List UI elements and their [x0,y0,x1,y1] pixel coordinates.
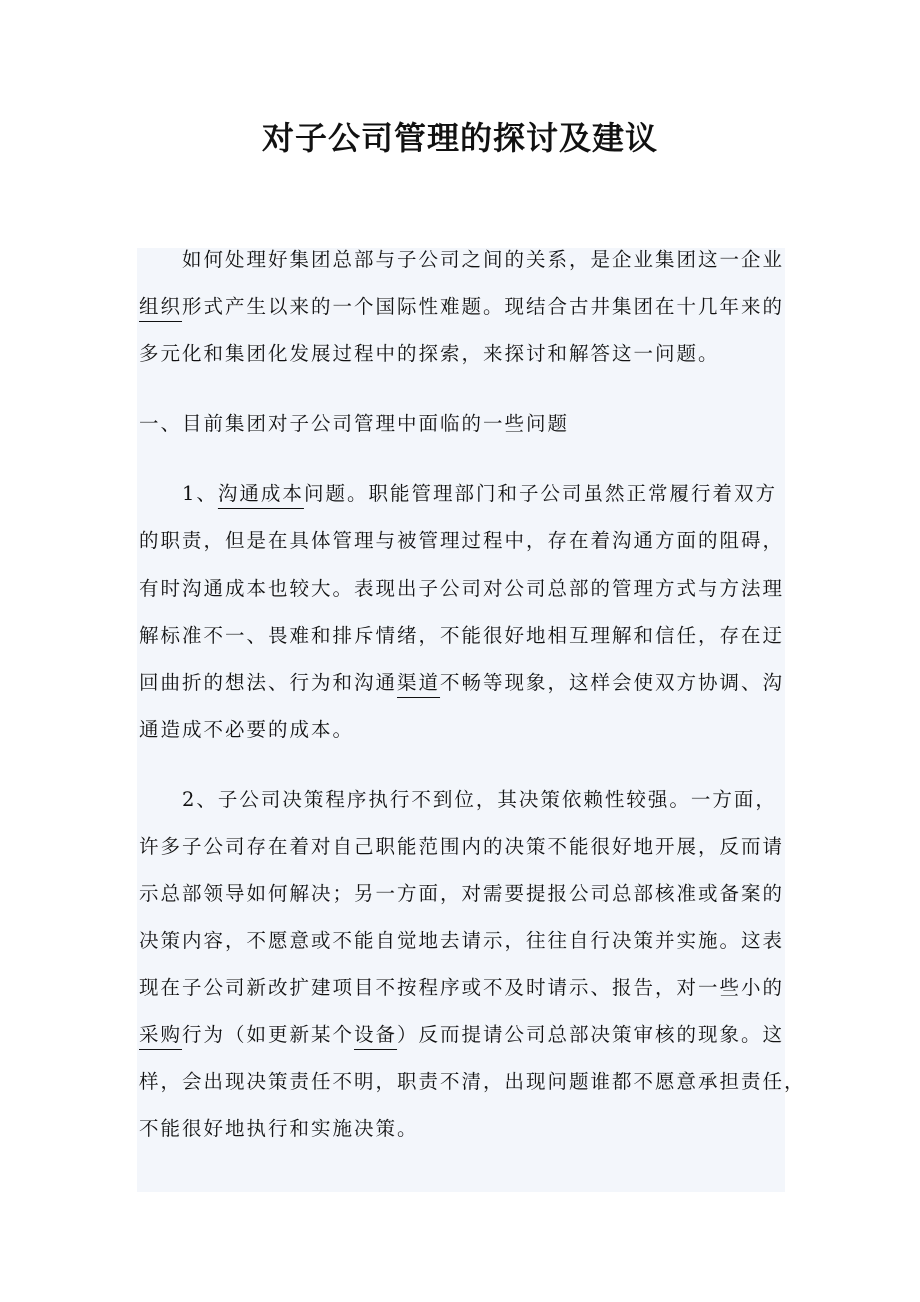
text-line [139,479,799,509]
section-heading [139,409,799,439]
text-segment: 样，会出现决策责任不明，职责不清，出现问题谁都不愿意承担责任， [139,1070,806,1093]
text-segment: 一、目前集团对子公司管理中面临的一些问题 [139,412,570,435]
text-segment: 许多子公司存在着对自己职能范围内的决策不能很好地开展，反而请 [139,835,785,858]
text-segment: 有时沟通成本也较大。表现出子公司对公司总部的管理方式与方法理 [139,577,785,600]
text-line [139,292,799,322]
underlined-term: 沟通成本 [217,482,304,505]
text-segment: 多元化和集团化发展过程中的探索，来探讨和解答这一问题。 [139,342,720,365]
text-line [139,1114,799,1144]
text-segment: 决策内容，不愿意或不能自觉地去请示，往往自行决策并实施。这表 [139,929,785,952]
text-segment: 示总部领导如何解决；另一方面，对需要提报公司总部核准或备案的 [139,882,785,905]
text-segment: 如何处理好集团总部与子公司之间的关系，是企业集团这一企业 [139,248,785,271]
text-segment: 不能很好地执行和实施决策。 [139,1117,419,1140]
text-segment: 2、子公司决策程序执行不到位，其决策依赖性较强。一方面， [139,788,777,811]
text-segment: 回曲折的想法、行为和沟通 [139,671,398,694]
text-segment: 不畅等现象，这样会使双方协调、沟 [440,671,785,694]
underlined-term: 设备 [354,1023,398,1046]
document-title: 对子公司管理的探讨及建议 [261,119,658,158]
underlined-term: 组织 [139,295,183,318]
text-line [139,1020,799,1050]
text-segment: 1、 [139,482,218,505]
text-line [139,926,799,956]
text-line [139,832,799,862]
text-line [139,526,799,556]
text-line [139,715,799,745]
text-line [139,973,799,1003]
underlined-term: 渠道 [397,671,441,694]
text-line [139,621,799,651]
text-line [139,1067,806,1097]
text-line [139,245,799,275]
underlined-term: 采购 [139,1023,183,1046]
text-line [139,879,799,909]
text-segment: 现在子公司新改扩建项目不按程序或不及时请示、报告，对一些小的 [139,976,785,999]
text-segment: 形式产生以来的一个国际性难题。现结合古井集团在十几年来的 [182,295,785,318]
text-line [139,574,799,604]
text-line [139,668,799,698]
text-segment: 解标准不一、畏难和排斥情绪，不能很好地相互理解和信任，存在迂 [139,624,785,647]
text-line [139,785,799,815]
text-line [139,339,799,369]
text-segment: 行为（如更新某个 [182,1023,355,1046]
text-segment: 问题。职能管理部门和子公司虽然正常履行着双方 [303,482,777,505]
text-segment: 通造成不必要的成本。 [139,718,355,741]
text-segment: ）反而提请公司总部决策审核的现象。这 [397,1023,785,1046]
text-segment: 的职责，但是在具体管理与被管理过程中，存在着沟通方面的阻碍， [139,529,785,552]
